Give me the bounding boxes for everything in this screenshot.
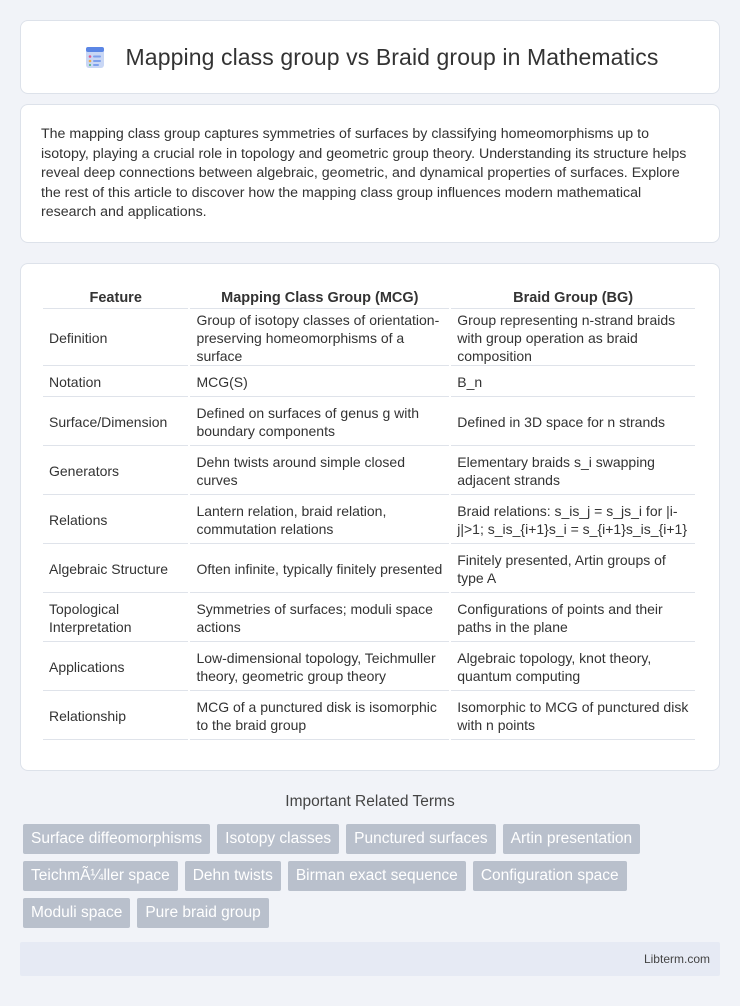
row-bg: Defined in 3D space for n strands [451, 399, 695, 446]
row-mcg: Symmetries of surfaces; moduli space actions [190, 595, 449, 642]
table-row [43, 497, 695, 544]
tag-artin-presentation[interactable]: Artin presentation [503, 824, 641, 854]
footer [20, 942, 720, 976]
table-header-row [43, 286, 695, 309]
row-bg: Group representing n-strand braids with group operation as braid composition [451, 311, 695, 366]
header-feature: Feature [43, 286, 188, 309]
row-bg: B_n [451, 368, 695, 397]
row-mcg: MCG of a punctured disk is isomorphic to the braid group [190, 693, 449, 740]
row-feature: Generators [43, 448, 188, 495]
intro-paragraph: The mapping class group captures symmetries of surfaces by classifying homeomorphisms up to isotopy, playing a crucial role in topology and geometric group theory. Understanding its structure helps reveal deep connections between algebraic, geometric, and dynamical properties of surfaces. Explore the rest of this article to discover how the mapping class group influences modern mathematical research and applications. [41, 126, 687, 220]
related-terms-title: Important Related Terms [285, 793, 455, 810]
row-feature: Algebraic Structure [43, 546, 188, 593]
row-mcg: Dehn twists around simple closed curves [190, 448, 449, 495]
tag-surface-diffeomorphisms[interactable]: Surface diffeomorphisms [23, 824, 210, 854]
tag-pure-braid-group[interactable]: Pure braid group [137, 898, 268, 928]
page-title: Mapping class group vs Braid group in Mathematics [125, 43, 659, 70]
tag-configuration-space[interactable]: Configuration space [473, 861, 627, 891]
table-row [43, 368, 695, 397]
intro-card [20, 104, 720, 243]
header-bg: Braid Group (BG) [451, 286, 695, 309]
row-mcg: Group of isotopy classes of orientation-preserving homeomorphisms of a surface [190, 311, 449, 366]
tag-isotopy-classes[interactable]: Isotopy classes [217, 824, 339, 854]
comparison-table-card [20, 263, 720, 771]
document-list-icon [82, 44, 108, 70]
tag-birman-exact-sequence[interactable]: Birman exact sequence [288, 861, 466, 891]
row-feature: Relationship [43, 693, 188, 740]
row-bg: Braid relations: s_is_j = s_js_i for |i-j|>1; s_is_{i+1}s_i = s_{i+1}s_is_{i+1} [451, 497, 695, 544]
row-mcg: MCG(S) [190, 368, 449, 397]
row-mcg: Often infinite, typically finitely presented [190, 546, 449, 593]
row-feature: Applications [43, 644, 188, 691]
row-mcg: Lantern relation, braid relation, commutation relations [190, 497, 449, 544]
table-row [43, 448, 695, 495]
row-bg: Isomorphic to MCG of punctured disk with n points [451, 693, 695, 740]
row-mcg: Defined on surfaces of genus g with boundary components [190, 399, 449, 446]
row-feature: Relations [43, 497, 188, 544]
row-mcg: Low-dimensional topology, Teichmuller theory, geometric group theory [190, 644, 449, 691]
comparison-table [41, 284, 697, 742]
footer-site-link[interactable]: Libterm.com [643, 952, 710, 966]
header-mcg: Mapping Class Group (MCG) [190, 286, 449, 309]
row-feature: Definition [43, 311, 188, 366]
related-terms-list [20, 824, 720, 928]
tag-moduli-space[interactable]: Moduli space [23, 898, 130, 928]
row-bg: Elementary braids s_i swapping adjacent strands [451, 448, 695, 495]
row-bg: Algebraic topology, knot theory, quantum computing [451, 644, 695, 691]
tag-teichmuller-space[interactable]: TeichmÃ¼ller space [23, 861, 178, 891]
row-bg: Finitely presented, Artin groups of type A [451, 546, 695, 593]
table-row [43, 399, 695, 446]
table-row [43, 311, 695, 366]
table-row [43, 595, 695, 642]
table-row [43, 693, 695, 740]
table-row [43, 546, 695, 593]
row-bg: Configurations of points and their paths in the plane [451, 595, 695, 642]
row-feature: Topological Interpretation [43, 595, 188, 642]
tag-punctured-surfaces[interactable]: Punctured surfaces [346, 824, 496, 854]
tag-dehn-twists[interactable]: Dehn twists [185, 861, 281, 891]
table-row [43, 644, 695, 691]
row-feature: Notation [43, 368, 188, 397]
row-feature: Surface/Dimension [43, 399, 188, 446]
title-card [20, 20, 720, 94]
